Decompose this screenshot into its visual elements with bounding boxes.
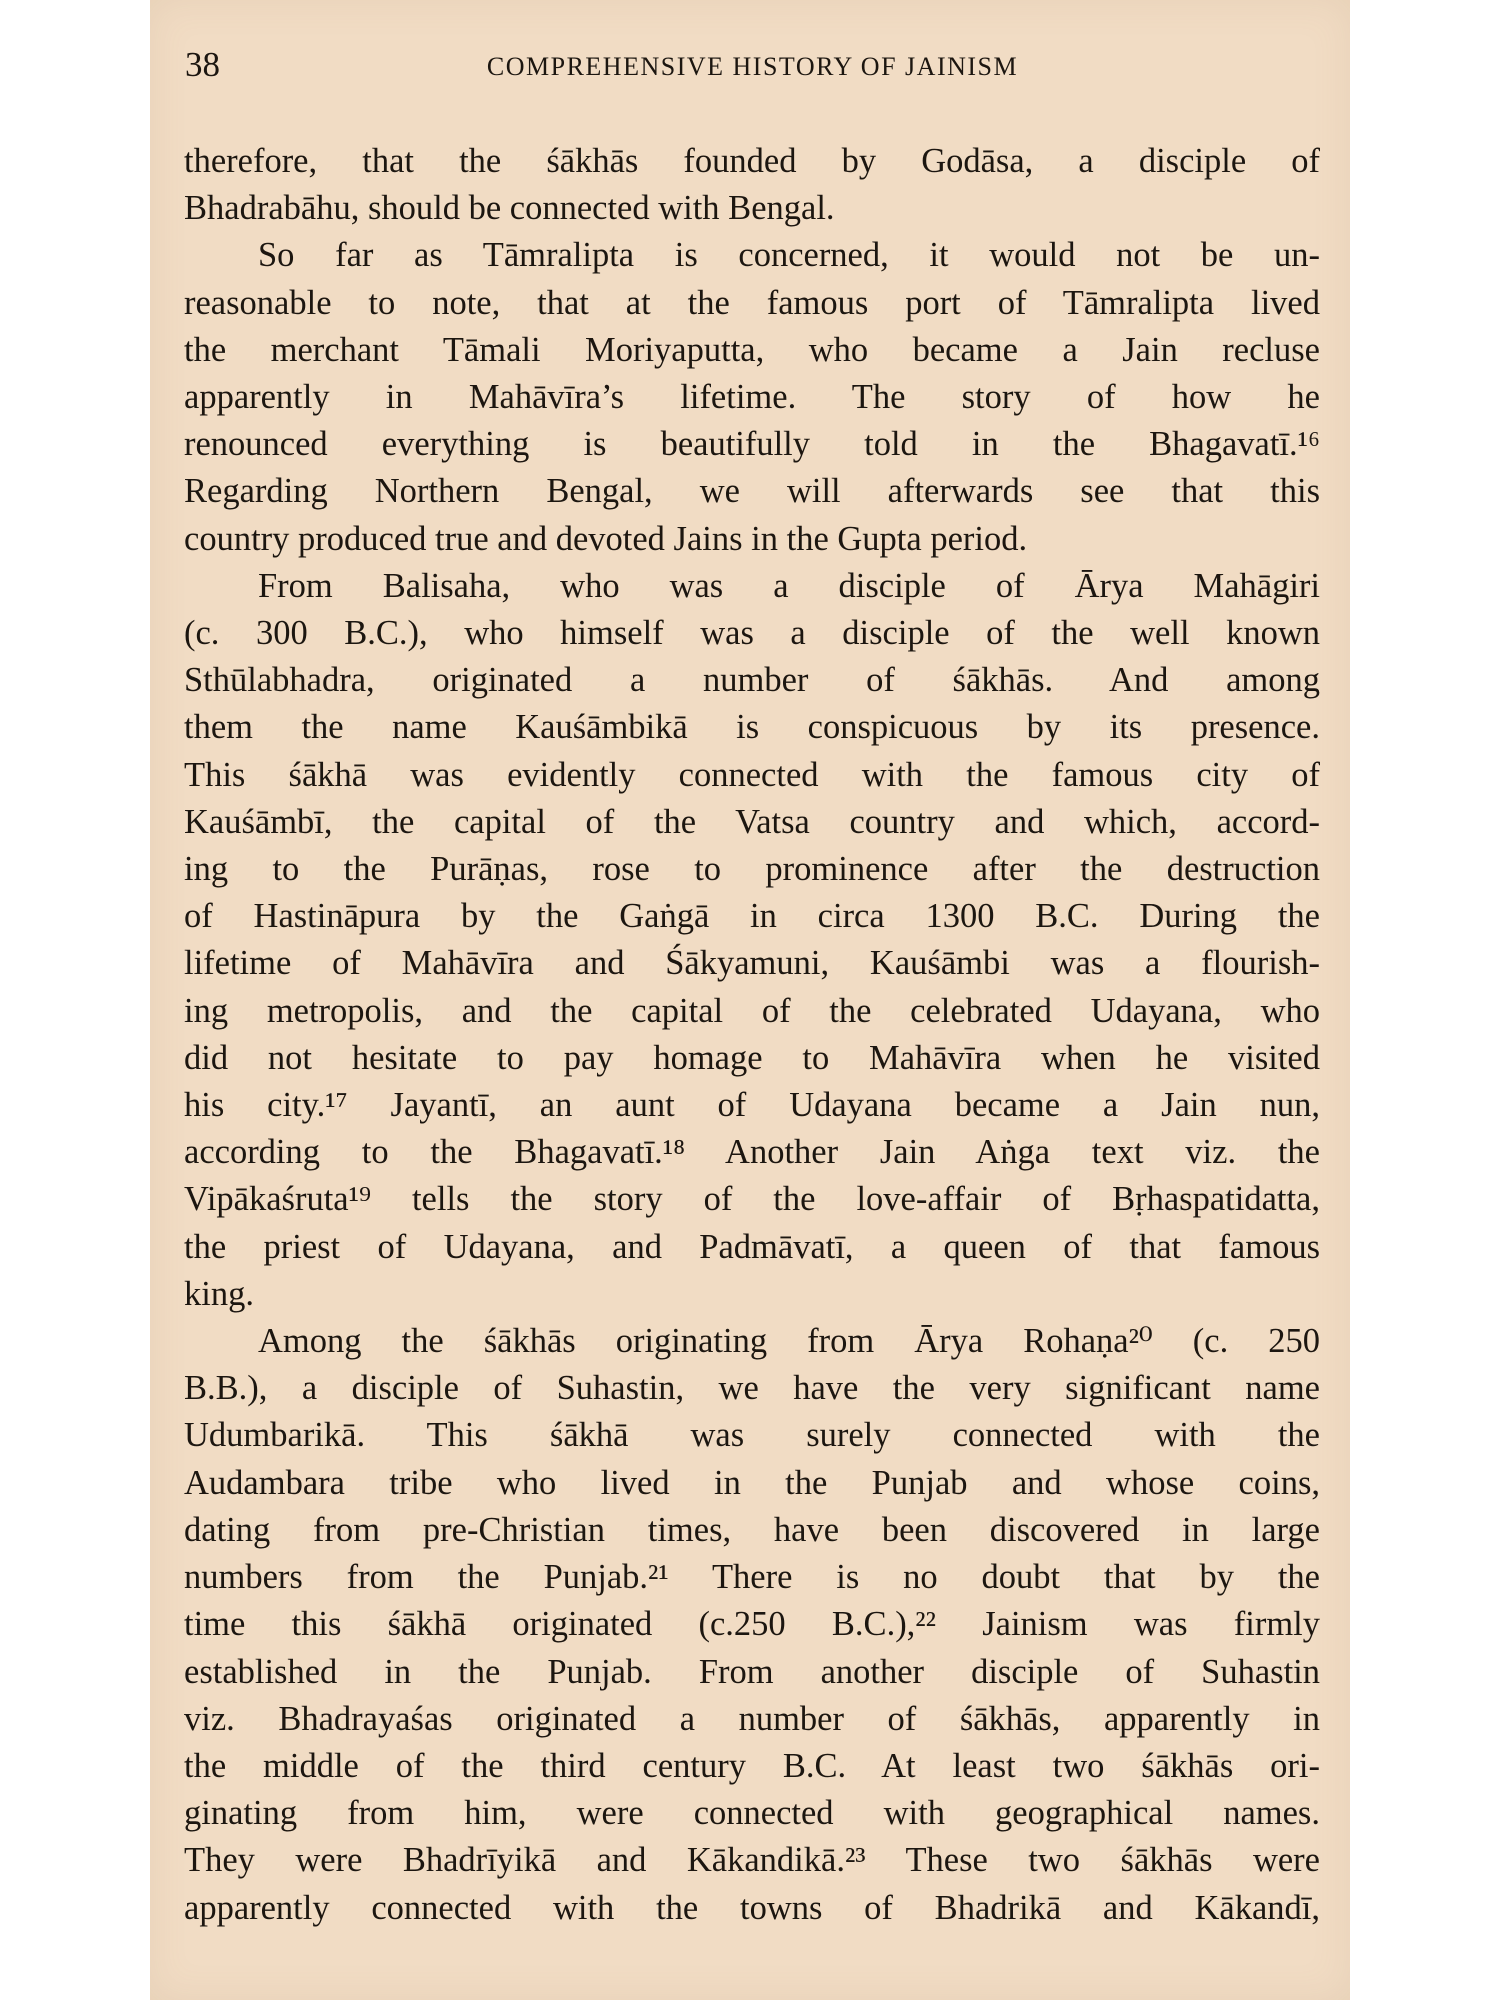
text-line: them the name Kauśāmbikā is conspicuous by its presence. — [184, 708, 1320, 747]
text-line: the middle of the third century B.C. At least two śākhās ori- — [184, 1746, 1320, 1785]
text-line: Audambara tribe who lived in the Punjab and whose coins, — [184, 1463, 1320, 1502]
text-line: the priest of Udayana, and Padmāvatī, a queen of that famous — [184, 1227, 1320, 1266]
text-line: Regarding Northern Bengal, we will afterwards see that this — [184, 472, 1320, 511]
text-line: Among the śākhās originating from Ārya Rohaṇa²⁰ (c. 250 — [258, 1322, 1320, 1361]
page-number: 38 — [185, 45, 220, 84]
page-header — [185, 40, 1320, 90]
text-line: From Balisaha, who was a disciple of Ārya Mahāgiri — [258, 566, 1320, 605]
text-line: reasonable to note, that at the famous port of Tāmralipta lived — [184, 283, 1320, 322]
text-line: therefore, that the śākhās founded by Godāsa, a disciple of — [184, 142, 1320, 180]
book-page — [150, 0, 1350, 2000]
text-line: of Hastināpura by the Gaṅgā in circa 1300 B.C. During the — [184, 897, 1320, 936]
text-line: Udumbarikā. This śākhā was surely connected with the — [184, 1416, 1320, 1455]
text-line: (c. 300 B.C.), who himself was a disciple of the well known — [184, 614, 1320, 653]
text-line: B.B.), a disciple of Suhastin, we have the very significant name — [184, 1369, 1320, 1408]
text-line: Bhadrabāhu, should be connected with Bengal. — [184, 189, 835, 228]
body-text — [184, 138, 1320, 1932]
text-line: the merchant Tāmali Moriyaputta, who became a Jain recluse — [184, 330, 1320, 369]
text-line: ginating from him, were connected with geographical names. — [184, 1794, 1320, 1833]
text-line: ing metropolis, and the capital of the celebrated Udayana, who — [184, 991, 1320, 1030]
text-line: established in the Punjab. From another disciple of Suhastin — [184, 1652, 1320, 1691]
text-line: lifetime of Mahāvīra and Śākyamuni, Kauśāmbi was a flourish- — [184, 944, 1320, 983]
text-line: renounced everything is beautifully told in the Bhagavatī.¹⁶ — [184, 425, 1320, 464]
text-line: dating from pre-Christian times, have been discovered in large — [184, 1510, 1320, 1549]
text-line: So far as Tāmralipta is concerned, it would not be un- — [258, 236, 1320, 275]
text-line: numbers from the Punjab.²¹ There is no doubt that by the — [184, 1558, 1320, 1597]
text-line: did not hesitate to pay homage to Mahāvīra when he visited — [184, 1038, 1320, 1077]
running-title: COMPREHENSIVE HISTORY OF JAINISM — [486, 52, 1019, 81]
text-line: apparently connected with the towns of Bhadrikā and Kākandī, — [184, 1888, 1320, 1927]
text-line: ing to the Purāṇas, rose to prominence after the destruction — [184, 850, 1320, 889]
text-line: time this śākhā originated (c.250 B.C.),²² Jainism was firmly — [184, 1605, 1320, 1644]
text-line: country produced true and devoted Jains in the Gupta period. — [184, 519, 1028, 558]
text-line: This śākhā was evidently connected with the famous city of — [184, 755, 1320, 794]
text-line: according to the Bhagavatī.¹⁸ Another Jain Aṅga text viz. the — [184, 1133, 1320, 1172]
text-line: Kauśāmbī, the capital of the Vatsa country and which, accord- — [184, 802, 1320, 841]
text-line: apparently in Mahāvīra’s lifetime. The story of how he — [184, 378, 1320, 417]
text-line: Sthūlabhadra, originated a number of śākhās. And among — [184, 661, 1320, 700]
text-line: king. — [184, 1274, 254, 1313]
text-line: They were Bhadrīyikā and Kākandikā.²³ These two śākhās were — [184, 1841, 1320, 1880]
text-line: viz. Bhadrayaśas originated a number of śākhās, apparently in — [184, 1699, 1320, 1738]
text-line: his city.¹⁷ Jayantī, an aunt of Udayana became a Jain nun, — [184, 1086, 1320, 1125]
text-line: Vipākaśruta¹⁹ tells the story of the love-affair of Bṛhaspatidatta, — [184, 1180, 1320, 1219]
